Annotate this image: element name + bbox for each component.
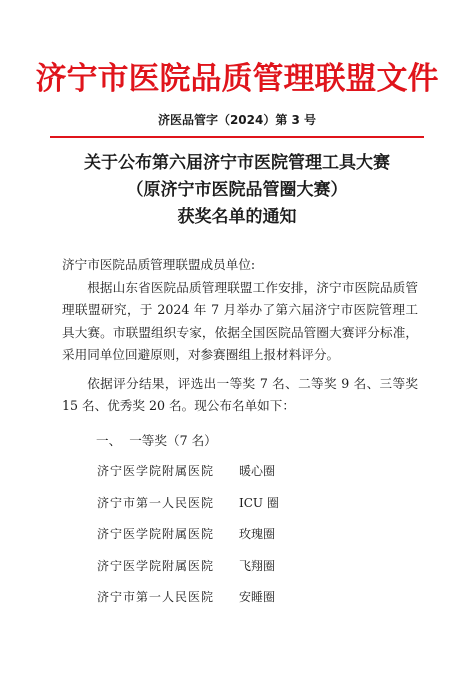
award-hospital: 济宁市第一人民医院 <box>97 495 215 510</box>
award-hospital: 济宁医学院附属医院 <box>97 527 215 541</box>
notice-title-line-2: （原济宁市医院品管圈大赛） <box>126 180 348 200</box>
award-hospital: 济宁医学院附属医院 <box>97 558 215 573</box>
award-team: 玫瑰圈 <box>239 527 276 541</box>
notice-title-line-1: 关于公布第六届济宁市医院管理工具大赛 <box>84 153 390 173</box>
award-team: 安睡圈 <box>239 590 276 604</box>
first-prize-heading: 一、 一等奖（7 名） <box>96 433 217 448</box>
addressee: 济宁市医院品质管理联盟成员单位: <box>62 257 256 272</box>
notice-title <box>0 150 474 231</box>
notice-body <box>62 254 418 418</box>
award-team: 暖心圈 <box>239 464 276 478</box>
award-team: ICU 圈 <box>239 495 279 510</box>
document-header-title: 济宁市医院品质管理联盟文件 <box>35 61 439 97</box>
header-divider <box>50 136 424 138</box>
document-number: 济医品管字（2024）第 3 号 <box>157 113 317 127</box>
award-team: 飞翔圈 <box>239 558 276 573</box>
award-hospital: 济宁市第一人民医院 <box>97 590 215 604</box>
body-paragraph-2: 依据评分结果，评选出一等奖 7 名、二等奖 9 名、三等奖 15 名、优秀奖 20 名。现公布名单如下： <box>62 375 418 413</box>
notice-title-line-3: 获奖名单的通知 <box>177 207 297 227</box>
body-paragraph-1: 根据山东省医院品质管理联盟工作安排，济宁市医院品质管理联盟研究，于 2024 年 7 月举办了第六届济宁市医院管理工具大赛。市联盟组织专家，依据全国医院品管圈大赛评分标准，采用同单位回避原则，对参赛圈组上报材料评分。 <box>62 279 418 362</box>
award-hospital: 济宁医学院附属医院 <box>97 464 215 478</box>
